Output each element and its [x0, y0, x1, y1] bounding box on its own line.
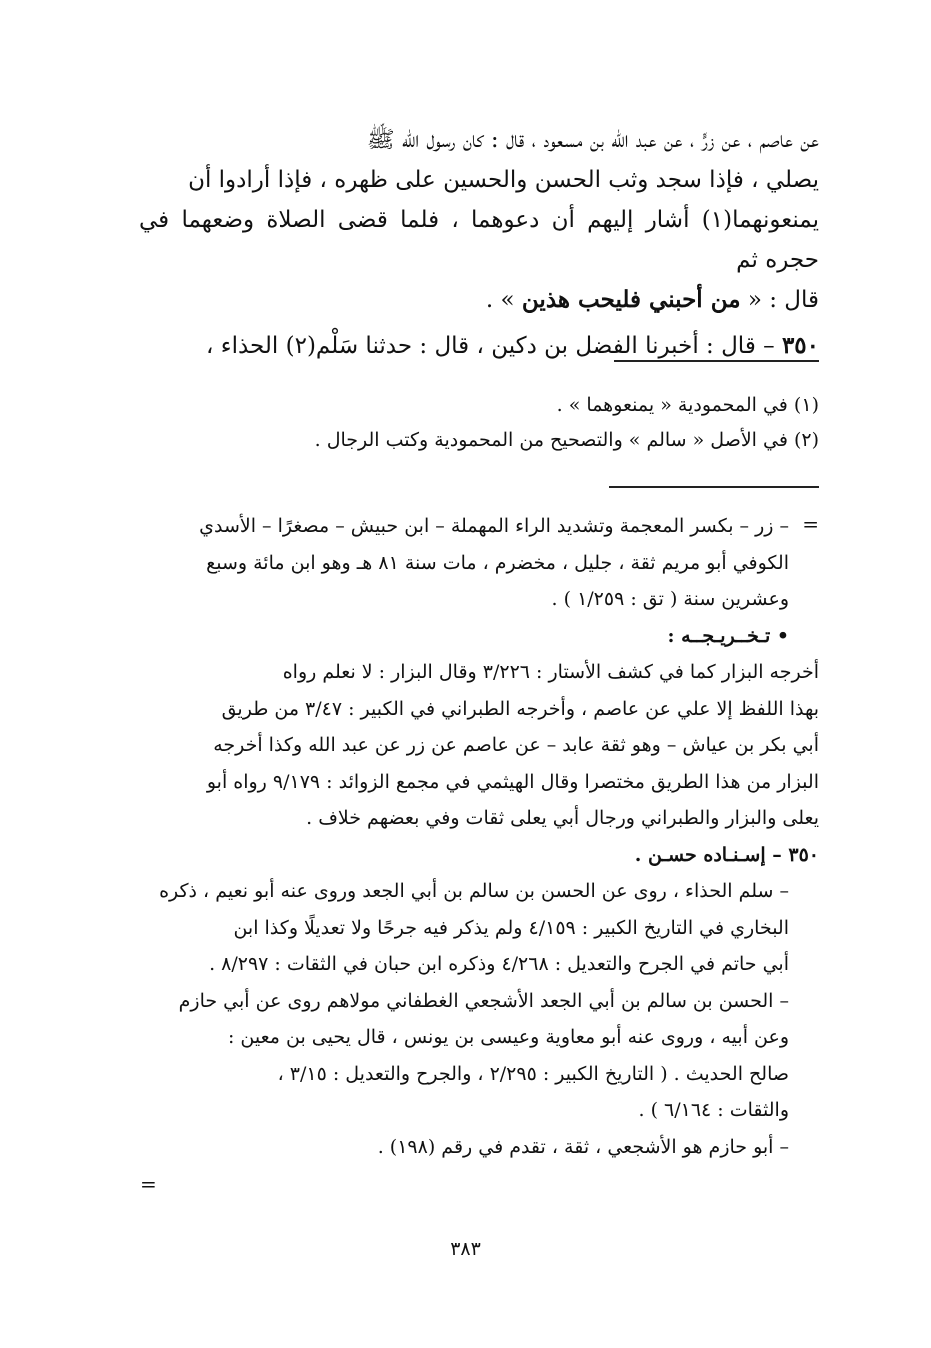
comm-line: وعن أبيه ، وروى عنه أبو معاوية وعيسى بن يونس ، قال يحيى بن معين : [227, 1026, 789, 1048]
footnotes [139, 388, 819, 458]
main-line: عن عاصم ، عن زرٍّ ، عن عبد الله بن مسعود ، قال : كان رسول الله ﷺ [366, 127, 819, 153]
footnote-2: (٢) في الأصل « سالم » والتصحيح من المحمودية وكتب الرجال . [314, 429, 819, 451]
comm-line: يعلى والبزار والطبراني ورجال أبي يعلى ثقات وفي بعضهم خلاف . [306, 807, 819, 829]
comm-line: أبي حاتم في الجرح والتعديل : ٤/٢٦٨ وذكره ابن حبان في الثقات : ٨/٢٩٧ . [209, 953, 789, 975]
takhrij-heading: • تـخــريـجــه : [667, 624, 789, 647]
comm-line: الكوفي أبو مريم ثقة ، جليل ، مخضرم ، مات سنة ٨١ هـ وهو ابن مائة وسبع [206, 551, 789, 574]
page-number: ٣٨٣ [450, 1238, 481, 1260]
comm-line: وعشرين سنة ( تق : ١/٢٥٩ ) . [551, 588, 789, 610]
main-line: يصلي ، فإذا سجد وثب الحسن والحسين على ظهره ، فإذا أرادوا أن [188, 167, 819, 193]
comm-line: – الحسن بن سالم بن أبي الجعد الأشجعي الغطفاني مولاهم روى عن أبي حازم [178, 989, 789, 1012]
quote-open: قال : « [747, 287, 819, 313]
continuation-mark-bottom: = [140, 1172, 157, 1196]
comm-line: أبي بكر بن عياش – وهو ثقة عابد – عن عاصم عن زر عن عبد الله وكذا أخرجه [213, 734, 819, 756]
comm-line: أخرجه البزار كما في كشف الأستار : ٣/٢٢٦ وقال البزار : لا نعلم رواه [282, 661, 819, 683]
hadith-quote: من أحبني فليحب هذين [521, 286, 741, 313]
main-text [139, 120, 819, 366]
main-line: يمنعونهما(١) أشار إليهم أن دعوهما ، فلما قضى الصلاة وضعهما في حجره ثم [139, 207, 819, 273]
commentary-divider [609, 486, 819, 488]
comm-line: – سلم الحذاء ، روى عن الحسن بن سالم بن أبي الجعد وروى عنه أبو نعيم ، ذكره [159, 880, 789, 902]
commentary [139, 508, 819, 1165]
isnad-heading: ٣٥٠ – إسـنـاده حسـن . [634, 843, 819, 866]
main-line [139, 280, 819, 320]
footnote-1: (١) في المحمودية « يمنعوهما » . [556, 394, 819, 416]
hadith-number: ٣٥٠ [781, 332, 819, 359]
quote-close: » . [485, 287, 515, 313]
comm-line: البخاري في التاريخ الكبير : ٤/١٥٩ ولم يذكر فيه جرحًا ولا تعديلًا وكذا ابن [233, 916, 789, 939]
comm-line: – زر – بكسر المعجمة وتشديد الراء المهملة – ابن حبيش – مصغرًا – الأسدي [199, 515, 789, 537]
comm-line: والثقات : ٦/١٦٤ ) . [638, 1099, 789, 1121]
comm-line: البزار من هذا الطريق مختصرا وقال الهيثمي في مجمع الزوائد : ٩/١٧٩ رواه أبو [206, 770, 819, 793]
comm-line: بهذا اللفظ إلا علي عن عاصم ، وأخرجه الطبراني في الكبير : ٣/٤٧ من طريق [221, 697, 819, 720]
footnote-divider [614, 360, 819, 362]
hadith-350-text: – قال : أخبرنا الفضل بن دكين ، قال : حدثنا سَلْم(٢) الحذاء ، [206, 333, 775, 359]
comm-line: صالح الحديث . ( التاريخ الكبير : ٢/٢٩٥ ، والجرح والتعديل : ٣/١٥ ، [277, 1062, 789, 1085]
continuation-mark-top: = [802, 512, 819, 536]
comm-line: – أبو حازم هو الأشجعي ، ثقة ، تقدم في رقم (١٩٨) . [377, 1135, 789, 1158]
